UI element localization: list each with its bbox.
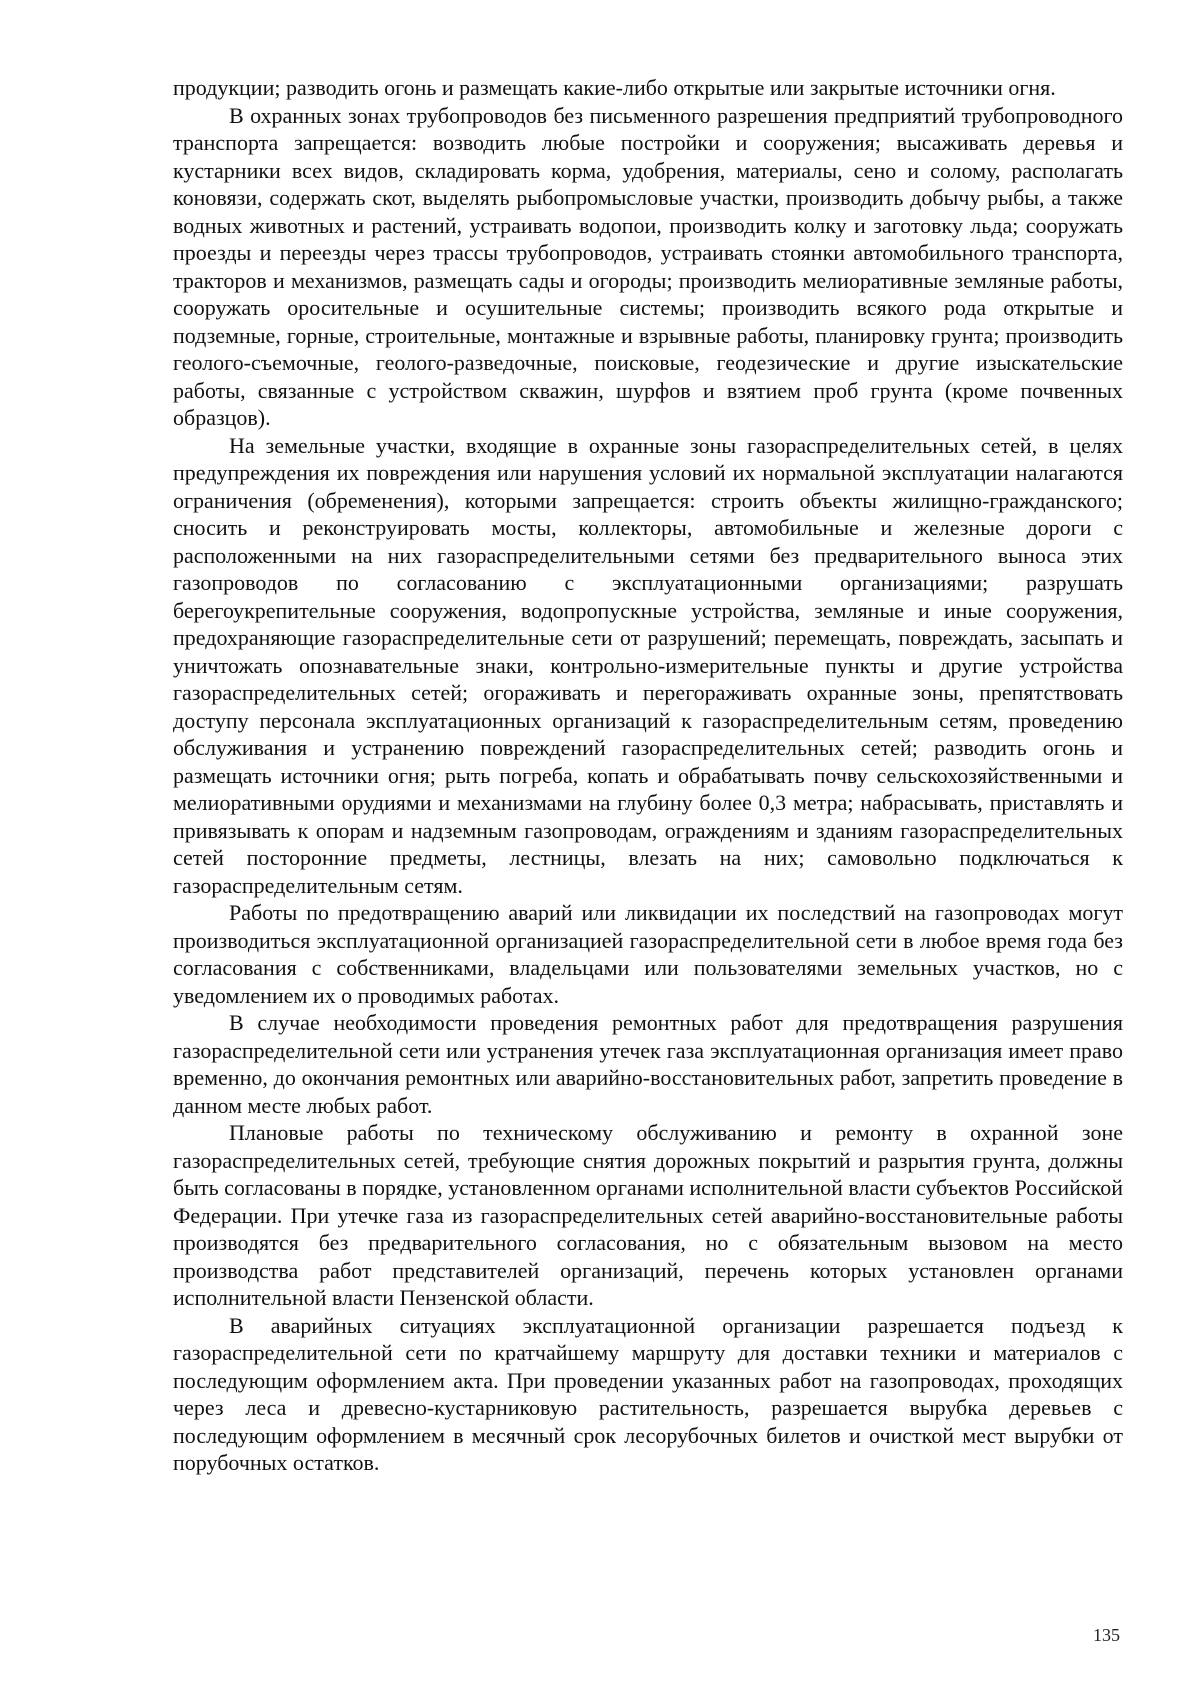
page-body xyxy=(173,74,1123,1477)
paragraph-pipeline-protection-zones: В охранных зонах трубопроводов без письменного разрешения предприятий трубопроводного транспорта запрещается: возводить любые постройки и сооружения; высаживать деревья и кустарники всех видов, складировать корма, удобрения, материалы, сено и солому, располагать коновязи, содержать скот, выделять рыбопромысловые участки, производить добычу рыбы, а также водных животных и растений, устраивать водопои, производить колку и заготовку льда; сооружать проезды и переезды через трассы трубопроводов, устраивать стоянки автомобильного транспорта, тракторов и механизмов, размещать сады и огороды; производить мелиоративные земляные работы, сооружать оросительные и осушительные системы; производить всякого рода открытые и подземные, горные, строительные, монтажные и взрывные работы, планировку грунта; производить геолого-съемочные, геолого-разведочные, поисковые, геодезические и другие изыскательские работы, связанные с устройством скважин, шурфов и взятием проб грунта (кроме почвенных образцов). xyxy=(173,102,1123,430)
page-number: 135 xyxy=(1093,1625,1120,1645)
paragraph-emergency-situations: В аварийных ситуациях эксплуатационной организации разрешается подъезд к газораспределительной сети по кратчайшему маршруту для доставки техники и материалов с последующим оформлением акта. При проведении указанных работ на газопроводах, проходящих через леса и древесно-кустарниковую растительность, разрешается вырубка деревьев с последующим оформлением в месячный срок лесорубочных билетов и очисткой мест вырубки от порубочных остатков. xyxy=(173,1312,1123,1475)
paragraph-gas-network-restrictions: На земельные участки, входящие в охранные зоны газораспределительных сетей, в целях предупреждения их повреждения или нарушения условий их нормальной эксплуатации налагаются ограничения (обременения), которыми запрещается: строить объекты жилищно-гражданского; сносить и реконструировать мосты, коллекторы, автомобильные и железные дороги с расположенными на них газораспределительными сетями без предварительного выноса этих газопроводов по согласованию с эксплуатационными организациями; разрушать берегоукрепительные сооружения, водопропускные устройства, земляные и иные сооружения, предохраняющие газораспределительные сети от разрушений; перемещать, повреждать, засыпать и уничтожать опознавательные знаки, контрольно-измерительные пункты и другие устройства газораспределительных сетей; огораживать и перегораживать охранные зоны, препятствовать доступу персонала эксплуатационных организаций к газораспределительным сетям, проведению обслуживания и устранению повреждений газораспределительных сетей; разводить огонь и размещать источники огня; рыть погреба, копать и обрабатывать почву сельскохозяйственными и мелиоративными орудиями и механизмами на глубину более 0,3 метра; набрасывать, приставлять и привязывать к опорам и надземным газопроводам, ограждениям и зданиям газораспределительных сетей посторонние предметы, лестницы, влезать на них; самовольно подключаться к газораспределительным сетям. xyxy=(173,432,1123,898)
paragraph-planned-maintenance: Плановые работы по техническому обслуживанию и ремонту в охранной зоне газораспределительных сетей, требующие снятия дорожных покрытий и разрытия грунта, должны быть согласованы в порядке, установленном органами исполнительной власти субъектов Российской Федерации. При утечке газа из газораспределительных сетей аварийно-восстановительные работы производятся без предварительного согласования, но с обязательным вызовом на место производства работ представителей организаций, перечень которых установлен органами исполнительной власти Пензенской области. xyxy=(173,1120,1123,1310)
paragraph-accident-prevention-works: Работы по предотвращению аварий или ликвидации их последствий на газопроводах могут производиться эксплуатационной организацией газораспределительной сети в любое время года без согласования с собственниками, владельцами или пользователями земельных участков, но с уведомлением их о проводимых работах. xyxy=(173,900,1123,1008)
paragraph-repair-works: В случае необходимости проведения ремонтных работ для предотвращения разрушения газораспределительной сети или устранения утечек газа эксплуатационная организация имеет право временно, до окончания ремонтных или аварийно-восстановительных работ, запретить проведение в данном месте любых работ. xyxy=(173,1010,1123,1118)
paragraph-continuation: продукции; разводить огонь и размещать какие-либо открытые или закрытые источники огня. xyxy=(173,75,1056,100)
